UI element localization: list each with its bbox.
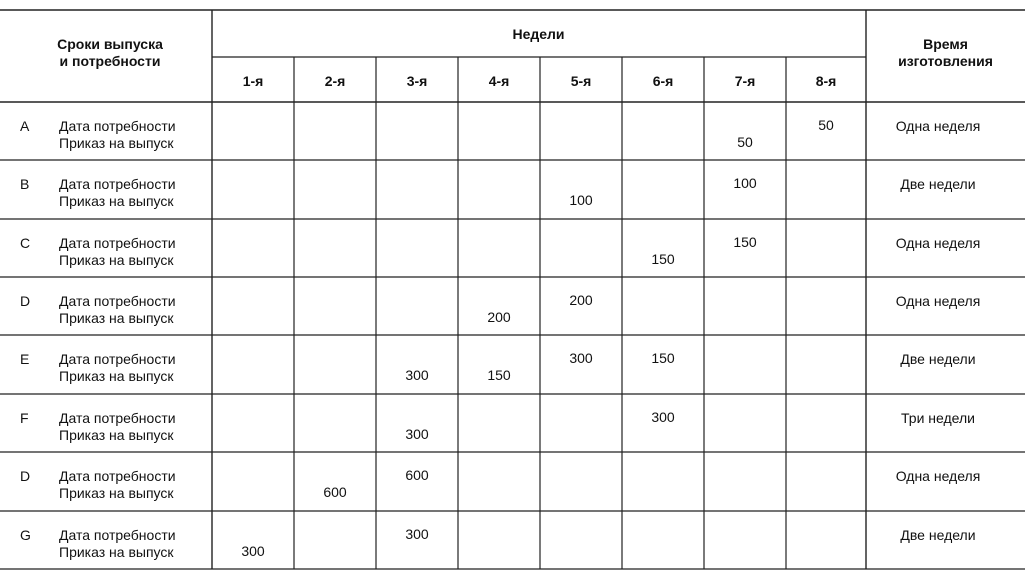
week-header-8: 8-я xyxy=(815,73,837,89)
need-date-label: Дата потребности xyxy=(59,293,176,309)
release-order-label: Приказ на выпуск xyxy=(59,544,174,560)
order-qty-week-4: 200 xyxy=(487,309,511,325)
need-date-label: Дата потребности xyxy=(59,468,176,484)
need-qty-week-7: 100 xyxy=(733,175,757,191)
item-code: A xyxy=(20,118,30,134)
order-qty-week-3: 300 xyxy=(405,426,429,442)
item-code: D xyxy=(20,468,31,484)
order-qty-week-7: 50 xyxy=(737,134,753,150)
order-qty-week-2: 600 xyxy=(323,484,347,500)
order-qty-week-3: 300 xyxy=(405,367,429,383)
need-qty-week-5: 200 xyxy=(569,292,593,308)
week-header-6: 6-я xyxy=(652,73,674,89)
lead-time: Одна неделя xyxy=(895,118,981,134)
need-date-label: Дата потребности xyxy=(59,118,176,134)
need-qty-week-3: 300 xyxy=(405,526,429,542)
header-schedule-label: Сроки выпуска и потребности xyxy=(57,36,163,69)
lead-time: Две недели xyxy=(900,176,976,192)
need-qty-week-3: 600 xyxy=(405,467,429,483)
release-order-label: Приказ на выпуск xyxy=(59,485,174,501)
release-order-label: Приказ на выпуск xyxy=(59,135,174,151)
item-code: E xyxy=(20,351,30,367)
item-code: G xyxy=(20,527,31,543)
week-header-2: 2-я xyxy=(324,73,346,89)
need-qty-week-5: 300 xyxy=(569,350,593,366)
lead-time: Две недели xyxy=(900,351,976,367)
need-date-label: Дата потребности xyxy=(59,351,176,367)
header-weeks-label: Недели xyxy=(512,26,565,42)
header-lead-time-label: Время изготовления xyxy=(898,36,993,69)
release-order-label: Приказ на выпуск xyxy=(59,368,174,384)
need-qty-week-6: 150 xyxy=(651,350,675,366)
week-header-1: 1-я xyxy=(242,73,264,89)
item-code: D xyxy=(20,293,31,309)
lead-time: Одна неделя xyxy=(895,293,981,309)
need-qty-week-7: 150 xyxy=(733,234,757,250)
item-code: F xyxy=(20,410,29,426)
item-code: C xyxy=(20,235,31,251)
need-date-label: Дата потребности xyxy=(59,176,176,192)
release-order-label: Приказ на выпуск xyxy=(59,427,174,443)
lead-time: Две недели xyxy=(900,527,976,543)
release-order-label: Приказ на выпуск xyxy=(59,252,174,268)
need-qty-week-6: 300 xyxy=(651,409,675,425)
need-date-label: Дата потребности xyxy=(59,235,176,251)
week-header-5: 5-я xyxy=(570,73,592,89)
lead-time: Одна неделя xyxy=(895,235,981,251)
order-qty-week-6: 150 xyxy=(651,251,675,267)
order-qty-week-5: 100 xyxy=(569,192,593,208)
order-qty-week-1: 300 xyxy=(241,543,265,559)
release-order-label: Приказ на выпуск xyxy=(59,310,174,326)
lead-time: Одна неделя xyxy=(895,468,981,484)
need-date-label: Дата потребности xyxy=(59,410,176,426)
item-code: B xyxy=(20,176,30,192)
release-order-label: Приказ на выпуск xyxy=(59,193,174,209)
week-header-4: 4-я xyxy=(488,73,510,89)
order-qty-week-4: 150 xyxy=(487,367,511,383)
need-qty-week-8: 50 xyxy=(818,117,834,133)
need-date-label: Дата потребности xyxy=(59,527,176,543)
week-header-3: 3-я xyxy=(406,73,428,89)
week-header-7: 7-я xyxy=(734,73,756,89)
lead-time: Три недели xyxy=(901,410,975,426)
